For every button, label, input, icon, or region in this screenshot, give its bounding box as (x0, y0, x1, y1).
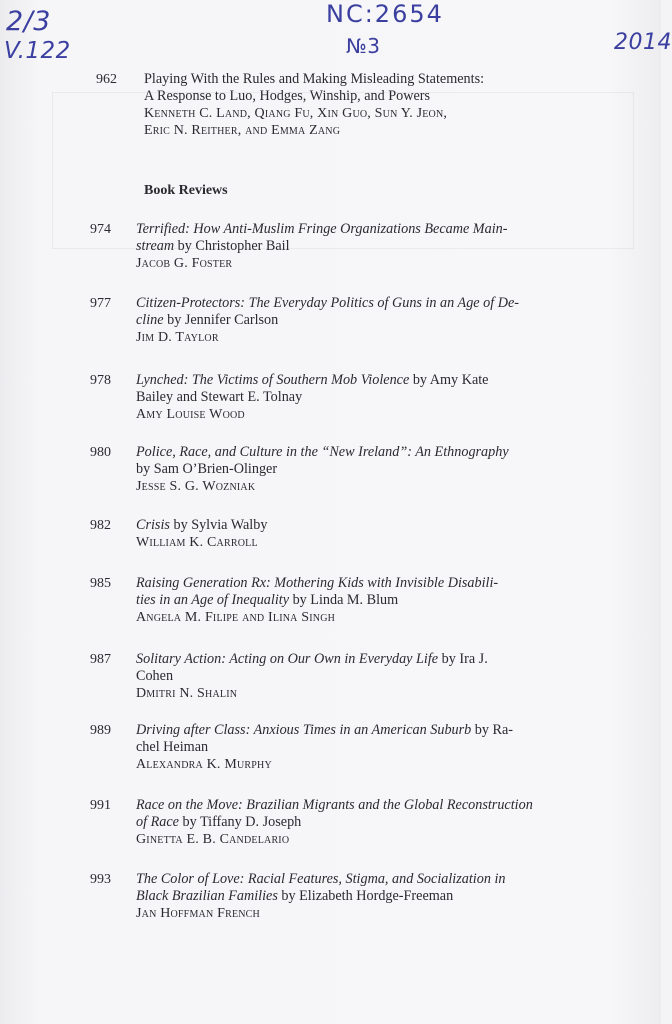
review-title-line (136, 312, 591, 329)
book-title-text: Police, Race, and Culture in the “New Ireland”: An Ethnography (136, 444, 509, 460)
book-author-text: chel Heiman (136, 739, 209, 755)
book-author-text: by Linda M. Blum (289, 592, 399, 608)
book-title-text: stream (136, 238, 175, 254)
book-title-text: Black Brazilian Families (136, 888, 278, 904)
book-title-text: Crisis (136, 517, 170, 533)
entry-text (136, 372, 591, 423)
reviewer-name: Jesse S. G. Wozniak (136, 479, 256, 494)
book-author-text: by Amy Kate (409, 372, 489, 388)
page-number: 991 (90, 798, 111, 813)
review-title-line (136, 871, 591, 888)
article-title-line: Playing With the Rules and Making Misleading Statements: (144, 71, 485, 87)
review-title-line (136, 389, 591, 406)
review-title-line (136, 797, 591, 814)
book-title-text: The Color of Love: Racial Features, Stigma, and Socialization in (136, 871, 506, 887)
book-title-text: of Race (136, 814, 179, 830)
book-author-text: by Ra- (471, 722, 514, 738)
book-author-text: by Christopher Bail (174, 238, 290, 254)
review-title-line (136, 444, 591, 461)
review-title-line (136, 372, 591, 389)
reviewer-name: William K. Carroll (136, 535, 258, 550)
book-author-text: by Sylvia Walby (169, 517, 268, 533)
review-title-line (136, 888, 591, 905)
handwritten-year: 2014 (614, 30, 672, 55)
reviewer-name: Dmitri N. Shalin (136, 686, 238, 701)
reviewer-name: Alexandra K. Murphy (136, 757, 272, 772)
entry-text (136, 221, 591, 272)
review-title-line (136, 295, 591, 312)
entry-text (136, 722, 591, 773)
book-title-text: Citizen-Protectors: The Everyday Politics of Guns in an Age of De- (136, 295, 519, 311)
page-number: 989 (90, 723, 111, 738)
book-title-text: Terrified: How Anti-Muslim Fringe Organizations Became Main- (136, 221, 508, 237)
book-author-text: Bailey and Stewart E. Tolnay (136, 389, 303, 405)
book-author-text: by Tiffany D. Joseph (178, 814, 302, 830)
handwritten-call-number: NC:2654 (326, 0, 444, 28)
review-title-line (136, 575, 591, 592)
book-title-text: Lynched: The Victims of Southern Mob Violence (136, 372, 410, 388)
entry-text (144, 71, 599, 139)
page-number: 962 (96, 72, 117, 87)
review-title-line (136, 592, 591, 609)
handwritten-issue-number: №3 (346, 34, 381, 58)
review-title-line (136, 517, 591, 534)
page-number: 980 (90, 445, 111, 460)
review-title-line (136, 651, 591, 668)
entry-text (136, 871, 591, 922)
entry-text (136, 517, 591, 551)
entry-text (136, 295, 591, 346)
entry-text (136, 444, 591, 495)
book-author-text: by Ira J. (438, 651, 488, 667)
review-title-line (136, 238, 591, 255)
book-title-text: Race on the Move: Brazilian Migrants and the Global Reconstruction (136, 797, 533, 813)
article-authors: Kenneth C. Land, Qiang Fu, Xin Guo, Sun Y. Jeon, (144, 106, 448, 121)
book-author-text: Cohen (136, 668, 174, 684)
reviewer-name: Jim D. Taylor (136, 330, 219, 345)
book-author-text: by Jennifer Carlson (163, 312, 279, 328)
entry-text (136, 575, 591, 626)
page-number: 978 (90, 373, 111, 388)
page-number: 977 (90, 296, 111, 311)
article-title-line: A Response to Luo, Hodges, Winship, and Powers (144, 88, 431, 104)
entry-text (136, 651, 591, 702)
review-title-line (136, 668, 591, 685)
page-number: 987 (90, 652, 111, 667)
handwritten-note: 2/3 (6, 6, 51, 37)
book-title-text: Raising Generation Rx: Mothering Kids with Invisible Disabili- (136, 575, 499, 591)
reviewer-name: Amy Louise Wood (136, 407, 245, 422)
page-number: 974 (90, 222, 111, 237)
book-author-text: by Elizabeth Hordge-Freeman (277, 888, 454, 904)
review-title-line (136, 461, 591, 478)
page-number: 982 (90, 518, 111, 533)
review-title-line (136, 722, 591, 739)
review-title-line (136, 739, 591, 756)
article-authors: Eric N. Reither, and Emma Zang (144, 123, 341, 138)
book-title-text: Driving after Class: Anxious Times in an American Suburb (136, 722, 472, 738)
review-title-line (136, 814, 591, 831)
section-heading: Book Reviews (144, 183, 228, 198)
book-author-text: by Sam O’Brien-Olinger (136, 461, 278, 477)
reviewer-name: Jan Hoffman French (136, 906, 260, 921)
book-title-text: Solitary Action: Acting on Our Own in Everyday Life (136, 651, 439, 667)
reviewer-name: Angela M. Filipe and Ilina Singh (136, 610, 336, 625)
page-number: 993 (90, 872, 111, 887)
page-number: 985 (90, 576, 111, 591)
handwritten-volume: V.122 (4, 38, 71, 64)
reviewer-name: Jacob G. Foster (136, 256, 233, 271)
book-title-text: ties in an Age of Inequality (136, 592, 290, 608)
review-title-line (136, 221, 591, 238)
reviewer-name: Ginetta E. B. Candelario (136, 832, 290, 847)
entry-text (136, 797, 591, 848)
book-title-text: cline (136, 312, 164, 328)
